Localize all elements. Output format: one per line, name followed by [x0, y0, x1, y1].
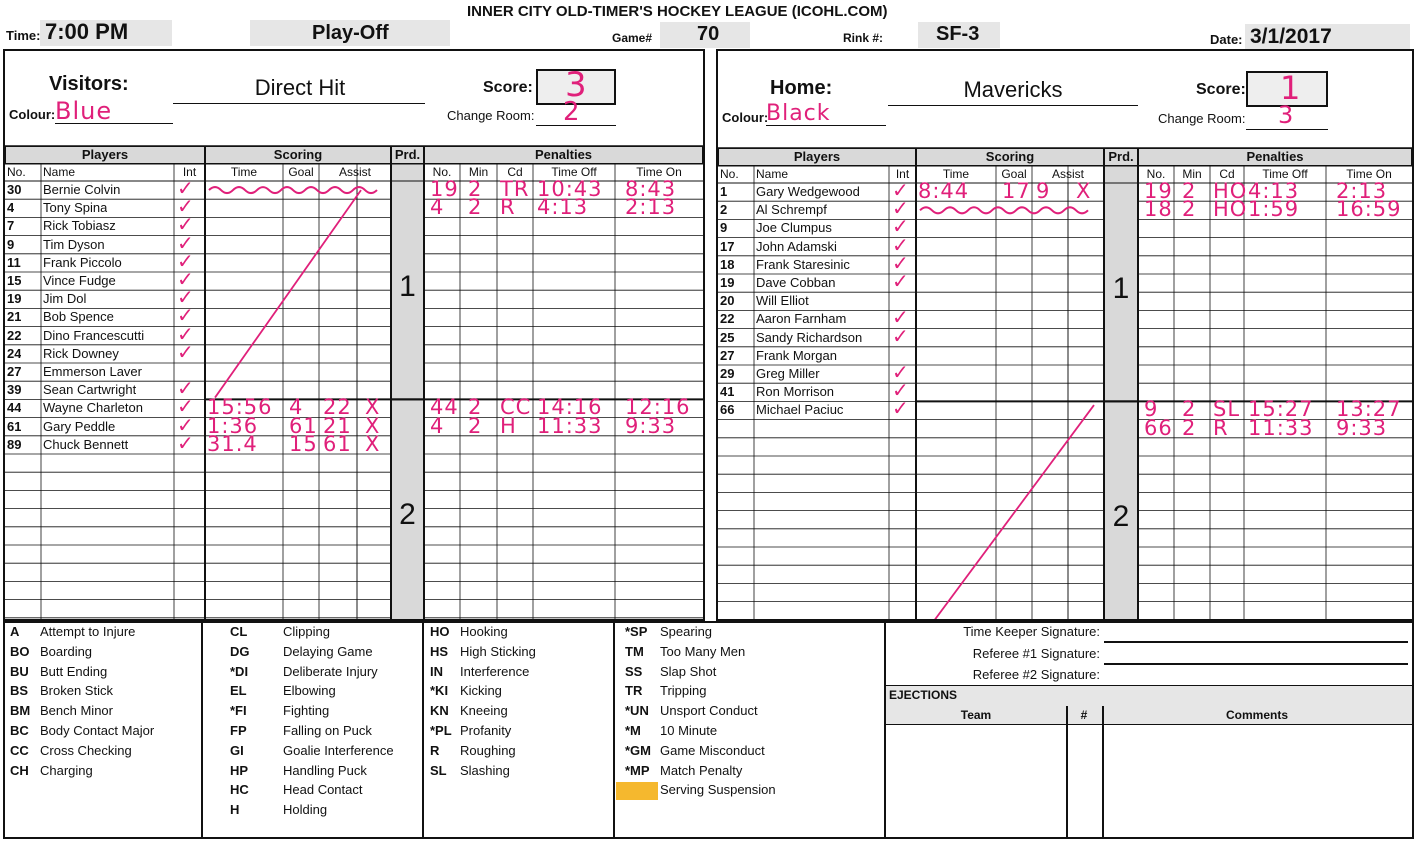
visitors-player-int-check: ✓: [177, 321, 195, 346]
home-penalty-time-on: 2:13: [1336, 179, 1388, 203]
legend-code: *M: [625, 723, 641, 738]
home-goal-time: 8:44: [918, 179, 970, 203]
home-player-name: Gary Wedgewood: [756, 184, 860, 199]
visitors-goal-time: 31.4: [207, 431, 258, 456]
visitors-goal-assist-1: 22: [323, 395, 352, 420]
visitors-player-name: Chuck Bennett: [43, 436, 129, 452]
legend-code: DG: [230, 643, 250, 659]
visitors-col-header-assist: Assist: [338, 165, 371, 179]
visitors-penalty-time-off: 11:33: [537, 413, 603, 438]
game-label: Game#: [612, 31, 653, 45]
referee2-signature-label: Referee #2 Signature:: [972, 667, 1100, 682]
rink-label: Rink #:: [843, 31, 884, 45]
home-room: 3: [1278, 101, 1295, 129]
ejections-team-header: Team: [960, 708, 992, 722]
home-penalty-time-off: 11:33: [1248, 415, 1314, 440]
home-player-name: Dave Cobban: [756, 275, 836, 290]
home-void-scribble: [920, 207, 1088, 213]
legend-code: BM: [10, 703, 31, 719]
visitors-player-number: 24: [7, 345, 22, 361]
home-group-header-players: Players: [718, 148, 916, 166]
home-col-header-time-off: Time Off: [1262, 167, 1308, 181]
legend-code: FP: [230, 723, 247, 738]
legend-description: Boarding: [40, 643, 93, 659]
visitors-penalty-time-on: 9:33: [625, 413, 677, 438]
home-player-int-check: ✓: [892, 378, 910, 403]
legend-description: Serving Suspension: [660, 782, 776, 798]
visitors-penalty-minutes: 2: [468, 413, 483, 438]
visitors-player-number: 4: [7, 200, 15, 216]
visitors-player-name: Gary Peddle: [43, 418, 116, 434]
visitors-player-int-check: ✓: [177, 303, 195, 328]
visitors-player-int-check: ✓: [177, 176, 195, 200]
visitors-colour-label: Colour:: [9, 107, 56, 122]
league-title: INNER CITY OLD-TIMER'S HOCKEY LEAGUE (ICOHL.COM): [467, 3, 888, 20]
legend-description: Falling on Puck: [283, 723, 372, 738]
visitors-period-1: 1: [399, 270, 416, 304]
visitors-goal-scorer: 61: [289, 413, 318, 438]
visitors-group-header-scoring: Scoring: [205, 146, 391, 164]
visitors-player-name: Dino Francescutti: [43, 327, 145, 343]
visitors-player-name: Vince Fudge: [43, 273, 116, 288]
home-group-header-scoring: Scoring: [916, 148, 1104, 166]
game-time: 7:00 PM: [45, 19, 129, 44]
home-col-header-int: Int: [895, 167, 910, 181]
visitors-penalty-code: H: [500, 413, 517, 438]
visitors-penalty-time-on: 2:13: [625, 195, 677, 220]
home-player-name: Ron Morrison: [756, 384, 835, 400]
home-player-number: 29: [720, 366, 735, 381]
visitors-player-name: Sean Cartwright: [43, 382, 137, 398]
home-penalty-time-off: 1:59: [1248, 197, 1300, 222]
legend-code: R: [430, 742, 440, 758]
home-player-name: Michael Paciuc: [756, 402, 844, 418]
visitors-col-header-no: No.: [7, 165, 26, 179]
home-penalty-minutes: 2: [1182, 179, 1197, 203]
visitors-player-int-check: ✓: [177, 267, 195, 291]
visitors-group-header-players: Players: [5, 146, 205, 164]
home-penalty-code: HO: [1213, 197, 1248, 222]
home-player-number: 19: [720, 275, 735, 290]
game-date: 3/1/2017: [1250, 25, 1332, 48]
home-panel: [716, 49, 1414, 621]
legend-code: HS: [430, 643, 449, 659]
game-type: Play-Off: [312, 22, 389, 44]
home-player-name: Sandy Richardson: [756, 329, 863, 345]
home-col-header-name: Name: [756, 167, 789, 181]
home-player-name: Will Elliot: [756, 293, 809, 309]
visitors-player-number: 30: [7, 182, 22, 197]
home-penalty-player: 66: [1144, 415, 1173, 440]
home-penalty-minutes: 2: [1182, 197, 1197, 222]
legend-code: CC: [10, 742, 29, 758]
home-penalty-minutes: 2: [1182, 397, 1197, 422]
legend-description: Elbowing: [283, 683, 336, 699]
home-player-number: 66: [720, 402, 735, 418]
legend-code: *DI: [230, 663, 249, 679]
legend-description: Too Many Men: [660, 643, 746, 659]
visitors-void-scribble: [209, 187, 377, 193]
legend-description: Fighting: [283, 703, 330, 719]
ejections-number-header: #: [1080, 708, 1088, 722]
visitors-penalty-player: 4: [430, 195, 445, 220]
legend-code: SL: [430, 762, 447, 778]
visitors-player-number: 19: [7, 291, 22, 307]
home-player-int-check: ✓: [892, 232, 910, 257]
visitors-player-number: 21: [7, 309, 22, 325]
visitors-penalty-player: 44: [430, 395, 459, 420]
referee1-signature-label: Referee #1 Signature:: [972, 646, 1100, 661]
ejections-title: EJECTIONS: [889, 688, 958, 702]
legend-description: Hooking: [460, 624, 508, 639]
home-goal-scorer: 17: [1002, 179, 1031, 203]
visitors-player-number: 89: [7, 436, 22, 452]
legend-code: *PL: [430, 723, 452, 738]
visitors-col-header-goal: Goal: [288, 165, 314, 179]
visitors-goal-time: 15:56: [207, 395, 273, 420]
legend-description: Delaying Game: [283, 643, 373, 659]
legend-description: Spearing: [660, 624, 713, 639]
home-colour-label: Colour:: [722, 110, 769, 125]
legend-description: Broken Stick: [40, 683, 113, 699]
visitors-player-number: 22: [7, 327, 22, 343]
legend-code: KN: [430, 703, 449, 719]
home-team-name: Mavericks: [963, 77, 1063, 102]
legend-code: GI: [230, 742, 244, 758]
legend-description: Handling Puck: [283, 762, 367, 778]
visitors-room-label: Change Room:: [447, 108, 535, 123]
rink-value: SF-3: [936, 23, 980, 45]
legend-code: *UN: [625, 703, 649, 719]
home-group-header-prd: Prd.: [1104, 148, 1138, 166]
home-player-int-check: ✓: [892, 214, 910, 239]
visitors-goal-scorer: 4: [289, 395, 304, 420]
visitors-player-int-check: ✓: [177, 339, 195, 364]
home-player-int-check: ✓: [892, 250, 910, 275]
visitors-player-name: Bernie Colvin: [43, 182, 121, 197]
visitors-goal-assist-2: X: [365, 395, 381, 420]
legend-code: *SP: [625, 624, 648, 639]
home-col-header-time-on: Time On: [1346, 167, 1392, 181]
visitors-player-name: Frank Piccolo: [43, 254, 122, 270]
visitors-goal-time: 1:36: [207, 413, 259, 438]
legend-code: *KI: [430, 683, 449, 699]
visitors-player-int-check: ✓: [177, 194, 195, 219]
legend-description: Roughing: [460, 742, 516, 758]
visitors-penalty-minutes: 2: [468, 177, 483, 201]
visitors-player-name: Emmerson Laver: [43, 364, 142, 379]
legend-description: Unsport Conduct: [660, 703, 758, 719]
home-colour: Black: [766, 101, 831, 126]
visitors-penalty-time-off: 14:16: [537, 395, 603, 420]
legend-code: EL: [230, 683, 247, 699]
visitors-player-name: Jim Dol: [43, 291, 87, 307]
home-player-number: 20: [720, 293, 735, 309]
home-player-number: 9: [720, 220, 728, 236]
visitors-player-name: Tony Spina: [43, 200, 108, 216]
visitors-team-name: Direct Hit: [254, 75, 346, 100]
legend-description: Body Contact Major: [40, 723, 155, 738]
visitors-room: 2: [563, 97, 581, 127]
visitors-player-name: Rick Tobiasz: [43, 218, 116, 234]
visitors-score: 3: [565, 65, 588, 105]
home-col-header-min: Min: [1182, 167, 1202, 181]
visitors-col-header-time-off: Time Off: [551, 165, 597, 179]
visitors-player-int-check: ✓: [177, 376, 195, 401]
visitors-player-int-check: ✓: [177, 248, 195, 273]
home-penalty-code: HO: [1213, 179, 1248, 203]
legend-code: CL: [230, 624, 248, 639]
home-player-name: John Adamski: [756, 238, 837, 254]
legend-description: Interference: [460, 663, 530, 679]
legend-description: Kicking: [460, 683, 502, 699]
home-penalty-time-on: 16:59: [1336, 197, 1402, 222]
legend-code: BU: [10, 663, 29, 679]
visitors-col-header-cd: Cd: [507, 165, 523, 179]
legend-description: Kneeing: [460, 703, 508, 719]
home-penalty-time-off: 4:13: [1248, 179, 1300, 203]
home-player-name: Frank Morgan: [756, 347, 837, 363]
visitors-player-int-check: ✓: [177, 412, 195, 437]
visitors-goal-assist-2: X: [365, 413, 381, 438]
visitors-label: Visitors:: [49, 73, 129, 95]
visitors-player-number: 9: [7, 236, 15, 252]
legend-code: IN: [430, 663, 443, 679]
home-player-number: 22: [720, 311, 735, 327]
legend-description: Attempt to Injure: [40, 624, 136, 639]
home-penalty-player: 18: [1144, 197, 1173, 222]
visitors-goal-assist-1: 61: [323, 431, 352, 456]
home-period-1: 1: [1112, 272, 1130, 306]
visitors-player-name: Tim Dyson: [43, 236, 105, 252]
visitors-no-scoring-line: [215, 190, 361, 397]
legend-code: *FI: [230, 703, 247, 719]
home-penalty-player: 19: [1144, 179, 1173, 203]
visitors-penalty-code: R: [500, 195, 516, 220]
visitors-penalty-time-off: 4:13: [537, 195, 589, 220]
visitors-player-number: 39: [7, 382, 22, 398]
home-room-label: Change Room:: [1158, 111, 1246, 126]
visitors-player-int-check: ✓: [177, 230, 195, 255]
legend-code: TR: [625, 683, 643, 699]
legend-description: Goalie Interference: [283, 742, 394, 758]
legend-code: CH: [10, 762, 29, 778]
ejections-header-bar: [886, 685, 1412, 707]
home-penalty-time-on: 9:33: [1336, 415, 1388, 440]
visitors-player-int-check: ✓: [177, 430, 195, 455]
visitors-player-number: 27: [7, 364, 22, 379]
legend-description: Deliberate Injury: [283, 663, 378, 679]
visitors-col-header-pen-no: No.: [432, 165, 452, 179]
home-group-header-penalties: Penalties: [1138, 148, 1412, 166]
visitors-goal-assist-2: X: [365, 431, 381, 456]
visitors-player-number: 11: [7, 254, 21, 270]
home-col-header-cd: Cd: [1219, 167, 1235, 181]
timekeeper-signature-line[interactable]: [1104, 641, 1408, 643]
referee1-signature-line[interactable]: [1104, 663, 1408, 665]
home-player-number: 2: [720, 202, 728, 218]
home-score-label: Score:: [1196, 81, 1246, 98]
visitors-player-int-check: ✓: [177, 394, 195, 419]
legend-code: BC: [10, 723, 29, 738]
visitors-group-header-penalties: Penalties: [424, 146, 703, 164]
legend-code: TM: [625, 643, 644, 659]
legend-description: 10 Minute: [660, 723, 718, 738]
visitors-col-header-name: Name: [43, 165, 76, 179]
visitors-penalty-code: CC: [500, 395, 532, 420]
home-player-int-check: ✓: [892, 178, 910, 202]
home-player-number: 17: [720, 238, 735, 254]
visitors-penalty-player: 4: [430, 413, 445, 438]
home-no-scoring-line: [928, 405, 1094, 619]
visitors-player-number: 7: [7, 218, 15, 234]
home-player-name: Joe Clumpus: [756, 220, 832, 236]
home-player-int-check: ✓: [892, 196, 910, 221]
legend-description: Profanity: [460, 723, 512, 738]
legend-description: Holding: [283, 802, 328, 818]
visitors-player-name: Wayne Charleton: [43, 400, 143, 416]
visitors-player-int-check: ✓: [177, 212, 195, 237]
legend-description: Charging: [40, 762, 93, 778]
visitors-col-header-time: Time: [230, 165, 258, 179]
visitors-goal-assist-1: 21: [323, 413, 352, 438]
legend-code: *GM: [625, 742, 651, 758]
date-label: Date:: [1210, 32, 1243, 47]
legend-description: Game Misconduct: [660, 742, 765, 758]
home-player-name: Frank Staresinic: [756, 256, 850, 272]
game-number: 70: [697, 23, 720, 45]
home-penalty-time-on: 13:27: [1336, 397, 1402, 422]
visitors-player-name: Rick Downey: [43, 345, 119, 361]
legend-description: Head Contact: [283, 782, 363, 798]
visitors-player-number: 44: [7, 400, 22, 416]
home-player-name: Greg Miller: [756, 366, 820, 381]
legend-code: H: [230, 802, 240, 818]
visitors-player-number: 15: [7, 273, 22, 288]
legend-description: Butt Ending: [40, 663, 108, 679]
visitors-penalty-minutes: 2: [468, 395, 483, 420]
legend-code: HP: [230, 762, 249, 778]
home-penalty-minutes: 2: [1182, 415, 1197, 440]
legend-code: HC: [230, 782, 249, 798]
home-col-header-goal: Goal: [1001, 167, 1027, 181]
home-player-name: Al Schrempf: [756, 202, 827, 218]
home-player-number: 41: [720, 384, 735, 400]
home-period-2: 2: [1112, 499, 1130, 533]
visitors-player-int-check: ✓: [177, 285, 195, 310]
legend-description: Match Penalty: [660, 762, 743, 778]
home-col-header-assist: Assist: [1051, 167, 1084, 181]
home-player-int-check: ✓: [892, 360, 910, 384]
home-goal-assist-2: X: [1076, 179, 1092, 203]
home-col-header-pen-no: No.: [1146, 167, 1166, 181]
visitors-penalty-time-on: 8:43: [625, 177, 677, 201]
suspension-swatch: [616, 782, 658, 800]
visitors-penalty-player: 19: [430, 177, 459, 201]
legend-code: BS: [10, 683, 29, 699]
home-player-number: 18: [720, 256, 735, 272]
visitors-group-header-prd: Prd.: [391, 146, 424, 164]
legend-description: Slap Shot: [660, 663, 717, 679]
visitors-player-name: Bob Spence: [43, 309, 114, 325]
legend-code: *MP: [625, 762, 650, 778]
home-goal-assist-1: 9: [1036, 179, 1051, 203]
visitors-panel: [3, 49, 705, 621]
home-penalty-code: SL: [1213, 397, 1241, 422]
visitors-penalty-code: TR: [500, 177, 530, 201]
ejections-comments-header: Comments: [1225, 708, 1288, 722]
visitors-goal-scorer: 15: [289, 431, 318, 456]
home-penalty-player: 9: [1144, 397, 1159, 422]
home-player-number: 27: [720, 347, 735, 363]
home-col-header-time: Time: [942, 167, 970, 181]
time-label: Time:: [6, 28, 41, 43]
visitors-col-header-min: Min: [468, 165, 489, 179]
visitors-penalty-time-off: 10:43: [537, 177, 603, 201]
home-player-int-check: ✓: [892, 269, 910, 293]
visitors-player-number: 61: [7, 418, 22, 434]
home-player-number: 1: [720, 184, 728, 199]
legend-description: Clipping: [283, 624, 330, 639]
home-penalty-code: R: [1213, 415, 1229, 440]
home-penalty-time-off: 15:27: [1248, 397, 1314, 422]
legend-description: Bench Minor: [40, 703, 113, 719]
home-col-header-no: No.: [720, 167, 739, 181]
visitors-colour: Blue: [55, 97, 113, 125]
home-score: 1: [1280, 69, 1302, 107]
visitors-score-label: Score:: [483, 79, 533, 96]
home-player-int-check: ✓: [892, 323, 910, 348]
home-label: Home:: [770, 77, 833, 99]
legend-description: High Sticking: [460, 643, 536, 659]
legend-code: SS: [625, 663, 643, 679]
visitors-penalty-minutes: 2: [468, 195, 483, 220]
visitors-col-header-int: Int: [182, 165, 197, 179]
timekeeper-signature-label: Time Keeper Signature:: [963, 624, 1100, 639]
visitors-col-header-time-on: Time On: [636, 165, 682, 179]
legend-description: Cross Checking: [40, 742, 132, 758]
home-player-int-check: ✓: [892, 396, 910, 421]
legend-code: A: [10, 624, 20, 639]
legend-description: Tripping: [660, 683, 707, 699]
visitors-penalty-time-on: 12:16: [625, 395, 691, 420]
legend-description: Slashing: [460, 762, 510, 778]
visitors-period-2: 2: [399, 497, 416, 531]
home-player-int-check: ✓: [892, 305, 910, 330]
legend-code: BO: [10, 643, 30, 659]
home-player-name: Aaron Farnham: [756, 311, 847, 327]
legend-code: HO: [430, 624, 450, 639]
home-player-number: 25: [720, 329, 735, 345]
